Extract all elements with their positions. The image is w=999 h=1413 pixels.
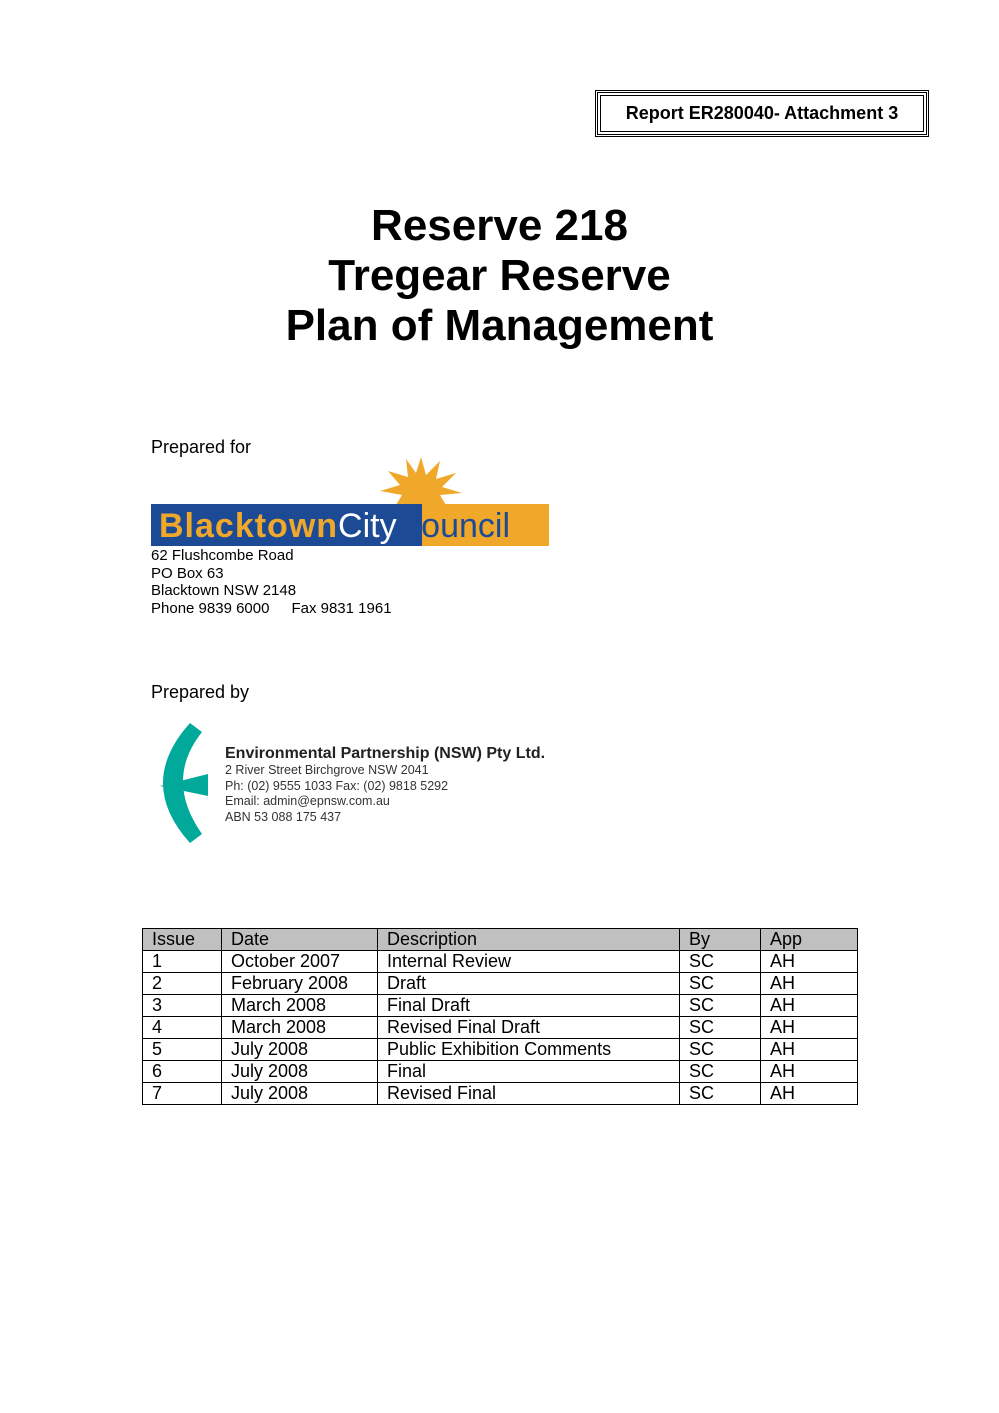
table-cell: AH bbox=[761, 1017, 858, 1039]
header-app: App bbox=[761, 929, 858, 951]
table-row bbox=[143, 951, 858, 973]
report-label-box bbox=[595, 90, 929, 137]
title-line-3: Plan of Management bbox=[285, 301, 714, 350]
table-cell: July 2008 bbox=[222, 1039, 378, 1061]
table-cell: AH bbox=[761, 1039, 858, 1061]
table-cell: July 2008 bbox=[222, 1061, 378, 1083]
header-description: Description bbox=[378, 929, 680, 951]
table-row bbox=[143, 973, 858, 995]
prepared-by-label: Prepared by bbox=[151, 682, 250, 702]
table-row bbox=[143, 1061, 858, 1083]
table-cell: July 2008 bbox=[222, 1083, 378, 1105]
table-cell: February 2008 bbox=[222, 973, 378, 995]
council-fax: Fax 9831 1961 bbox=[291, 599, 392, 617]
table-cell: Final Draft bbox=[378, 995, 680, 1017]
header-date: Date bbox=[222, 929, 378, 951]
council-address: 62 Flushcombe Road PO Box 63 Blacktown NSW 2148 Phone 9839 6000 Fax 9831 1961 bbox=[151, 547, 392, 617]
table-cell: AH bbox=[761, 995, 858, 1017]
table-cell: 4 bbox=[143, 1017, 222, 1039]
table-row bbox=[143, 1083, 858, 1105]
table-cell: SC bbox=[680, 951, 761, 973]
table-cell: AH bbox=[761, 973, 858, 995]
table-cell: SC bbox=[680, 1017, 761, 1039]
table-cell: SC bbox=[680, 1083, 761, 1105]
table-cell: October 2007 bbox=[222, 951, 378, 973]
issue-table bbox=[142, 928, 858, 1105]
table-cell: 6 bbox=[143, 1061, 222, 1083]
table-cell: SC bbox=[680, 1039, 761, 1061]
council-phone: Phone 9839 6000 bbox=[151, 599, 270, 617]
title-line-2: Tregear Reserve bbox=[328, 251, 671, 300]
table-cell: AH bbox=[761, 1061, 858, 1083]
table-cell: 2 bbox=[143, 973, 222, 995]
ep-logo-icon bbox=[150, 720, 212, 846]
table-cell: Revised Final Draft bbox=[378, 1017, 680, 1039]
table-cell: Revised Final bbox=[378, 1083, 680, 1105]
blacktown-council-logo: BlacktownCityCouncil bbox=[151, 455, 551, 547]
table-row bbox=[143, 1039, 858, 1061]
table-row bbox=[143, 995, 858, 1017]
header-issue: Issue bbox=[143, 929, 222, 951]
table-cell: Draft bbox=[378, 973, 680, 995]
report-label: Report ER280040- Attachment 3 bbox=[625, 103, 899, 123]
header-by: By bbox=[680, 929, 761, 951]
table-cell: 5 bbox=[143, 1039, 222, 1061]
table-cell: AH bbox=[761, 951, 858, 973]
prepared-for-label: Prepared for bbox=[151, 437, 252, 457]
table-cell: Internal Review bbox=[378, 951, 680, 973]
table-header-row bbox=[143, 929, 858, 951]
table-row bbox=[143, 1017, 858, 1039]
table-cell: AH bbox=[761, 1083, 858, 1105]
table-cell: 7 bbox=[143, 1083, 222, 1105]
table-cell: SC bbox=[680, 1061, 761, 1083]
table-cell: Public Exhibition Comments bbox=[378, 1039, 680, 1061]
table-cell: Final bbox=[378, 1061, 680, 1083]
table-cell: March 2008 bbox=[222, 995, 378, 1017]
table-cell: SC bbox=[680, 973, 761, 995]
sun-icon bbox=[376, 455, 466, 507]
ep-details: Environmental Partnership (NSW) Pty Ltd. 2 River Street Birchgrove NSW 2041 Ph: (02) 9555 1033 Fax: (02) 9818 5292 Email: admin@epnsw.com.au ABN 53 088 175 437 bbox=[225, 745, 546, 824]
ep-company-name: Environmental Partnership (NSW) Pty Ltd. bbox=[225, 745, 546, 762]
table-cell: SC bbox=[680, 995, 761, 1017]
table-cell: March 2008 bbox=[222, 1017, 378, 1039]
table-cell: 1 bbox=[143, 951, 222, 973]
table-cell: 3 bbox=[143, 995, 222, 1017]
title-line-1: Reserve 218 bbox=[371, 201, 628, 250]
